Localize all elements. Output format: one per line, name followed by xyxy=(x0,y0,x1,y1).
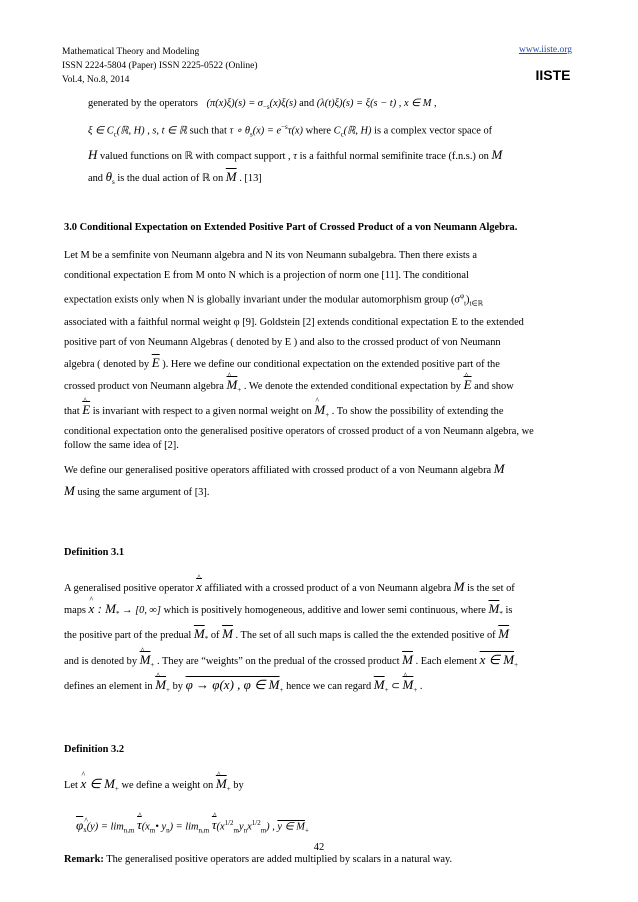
section-heading: 3.0 Conditional Expectation on Extended Positive Part of Crossed Product of a von Neumann Algebra. xyxy=(64,221,518,233)
weight-formula: $\overline{\varphi}\^{}$ $_x(y) = \lim_{n,m}$ ^ $\overline{\tau}(x_m•$ $y_n) = \lim_{n,m}$ ^ $\overline{\tau}(x^{1/2}_my_nx^{1/2}_m)$ , y ∈ $M_+$ xyxy=(76,813,576,841)
journal-title: Mathematical Theory and Modeling xyxy=(62,47,200,57)
page-body xyxy=(64,94,576,870)
definition-3-2-title: Definition 3.2 xyxy=(64,743,125,755)
logo-text: IISTE xyxy=(535,67,571,83)
definition-3-1-body: A generalised positive operator ^ $\overline{x}$ affiliated with a crossed product of a von Neumann algebra M is the set of maps ^ x : $M_* \to [0$, ∞] which is positively homogeneous, additive and lower semi continuous, where $\overline{M}_*$ is the positive part of the predual $\overline{M}_*$ of $\overline{M}$ . The set of all such maps is called the the extended positive of $\overline{M}$ and is denoted by ^ $\overline{M}_+$ . They are “weights” on the predual of the crossed product $\overline{M}$ . Each element x ∈ $M_+$ defines an element in ^ $\overline{M}_+$ by φ → φ(x) , φ ∈ $M_+$ hence we can regard $\overline{M}_+$ ⊂ ^ $\overline{M}_+$ . xyxy=(64,577,576,699)
journal-issn: ISSN 2224-5804 (Paper) ISSN 2225-0522 (Online) xyxy=(62,61,258,71)
page-number: 42 xyxy=(313,842,325,853)
intro-paragraph: generated by the operators $(\pi(x)\xi)(s) = \sigma_{-s}(x)\xi(s)$ and (λ(t)ξ)(s) = ξ(s − t) , x ∈ M , ξ ∈ $C_c(ℝ$, H) , s, t ∈ ℝ such that τ ∘ $\theta_s(x) = e^{-s}\tau(x)$ where $C_c(ℝ$, H) is a complex vector space of H valued functions on ℝ with compact support , τ is a faithful normal semifinite trace (f.n.s.) on M and $\theta_s$ is the dual action of ℝ on $\overline{M}$ . [13] xyxy=(88,98,503,186)
definition-3-2-body: Let ^ x ∈ $M_+$ we define a weight on ^ $\overline{M}_+$ by $\overline{\varphi}\^{}$ $_x(y) = \lim_{n,m}$ ^ $\overline{\tau}(x_m•$ $y_n) = \lim_{n,m}$ ^ $\overline{\tau}(x^{1/2}_my_nx^{1/2}_m)$ , y ∈ $M_+$ Remark: The generalised positive operators are added multiplied by scalars in a natural way. xyxy=(64,774,576,871)
journal-volume: Vol.4, No.8, 2014 xyxy=(62,75,130,85)
journal-header xyxy=(62,45,258,87)
remark-label: Remark: xyxy=(64,854,104,866)
iiste-logo xyxy=(534,63,572,85)
remark-text: The generalised positive operators are added multiplied by scalars in a natural way. xyxy=(106,854,453,866)
definition-3-1-title: Definition 3.1 xyxy=(64,547,125,559)
section-paragraph-1: Let M be a semfinite von Neumann algebra and N its von Neumann subalgebra. Then there exists a conditional expectation E from M onto N which is a projection of norm one [11]. The conditional expectation exists only when N is globally invariant under the modular automorphism group $(\sigma^\varphi_t)_{t\in ℝ}$ associated with a faithful normal weight φ [9]. Goldstein [2] extends conditional expectation E to the extended positive part of von Neumann Algebras ( denoted by E ) and also to the crossed product of von Neumann algebra ( denoted by $\overline{E}$ ). Here we define our conditional expectation on the extended positive part of the crossed product von Neumann algebra ^ $\overline{M}_+$ . We denote the extended conditional expectation by ^ $\overline{E}$ and show that ^ $\overline{E}$ is invariant with respect to a given normal weight on ^ $M_+$ . To show the possibility of extending the conditional expectation onto the generalised positive operators of crossed product of a von Neumann algebra, we follow the same idea of [2]. We define our generalised positive operators affiliated with crossed product of a von Neumann algebra M M using the same argument of [3]. xyxy=(64,246,576,504)
website-link[interactable]: www.iiste.org xyxy=(518,45,572,55)
